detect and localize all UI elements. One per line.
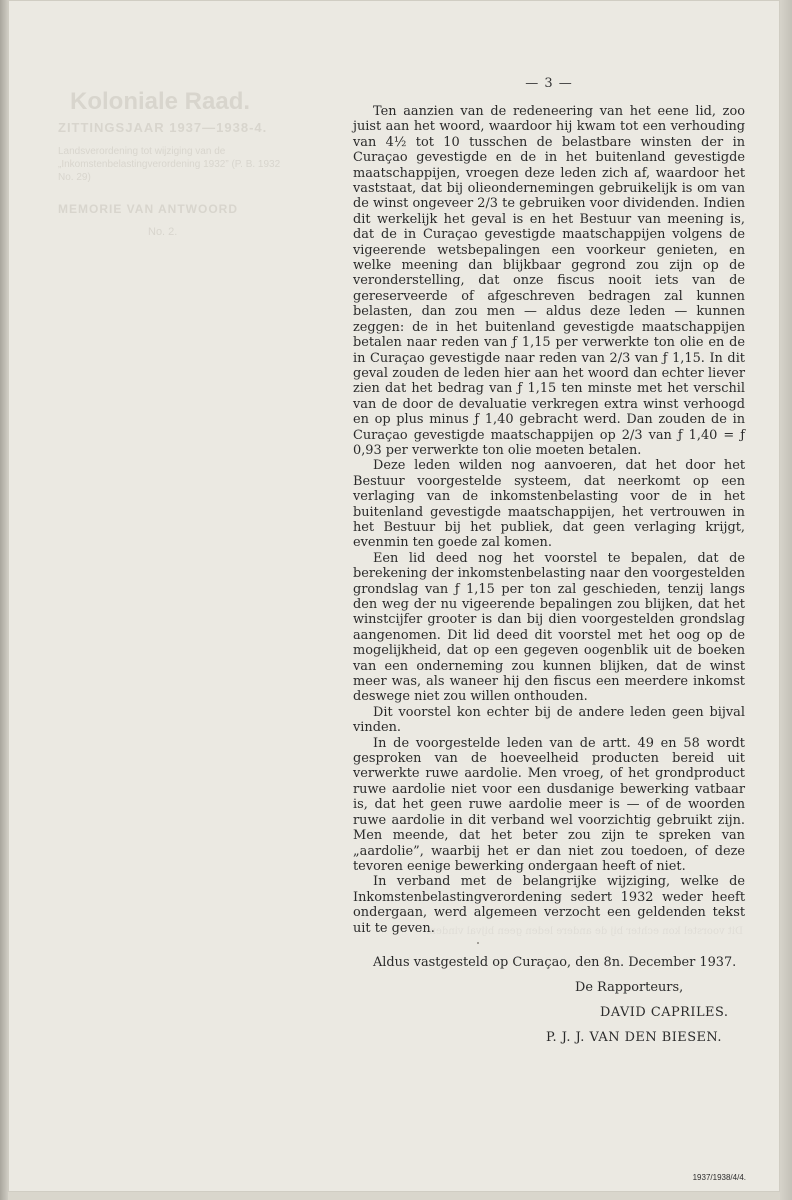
- paragraph-2: Deze leden wilden nog aanvoeren, dat het door het Bestuur voorgestelde systeem, dat neerkomt op een verlaging van de inkomstenbelasting voor de in het buitenland gevestigde maatschappijen, het vertrouwen in het Bestuur bij het publiek, dat geen verlaging krijgt, evenmin ten goede zal komen.: [353, 458, 745, 551]
- signatory-1: DAVID CAPRILES.: [600, 1004, 729, 1020]
- page-number: — 3 —: [525, 76, 573, 91]
- place-date: Aldus vastgesteld op Curaçao, den 8n. December 1937.: [373, 954, 737, 970]
- scan-right-edge: [780, 0, 792, 1200]
- bleed-session: ZITTINGSJAAR 1937—1938-4.: [58, 120, 268, 135]
- mirror-line: Dit voorstel kon echter bij de andere leden geen bijval vinden.: [426, 926, 743, 937]
- closing-block: [353, 950, 745, 1050]
- memorandum-body: [353, 104, 745, 1050]
- paragraph-6: In verband met de belangrijke wijziging, welke de Inkomstenbelastingverordening sedert 1932 weder heeft ondergaan, werd algemeen verzocht een geldenden tekst uit te geven.: [353, 874, 745, 936]
- scan-left-edge: [0, 0, 8, 1200]
- bleed-title: Koloniale Raad.: [70, 88, 251, 115]
- paper-speck: [477, 942, 479, 944]
- signatory-2: P. J. J. VAN DEN BIESEN.: [546, 1029, 722, 1045]
- document-page: [8, 0, 780, 1192]
- rapporteurs-label: De Rapporteurs,: [575, 979, 684, 995]
- bleed-subject: Landsverordening tot wijziging van de „Inkomstenbelastingverordening 1932” (P. B. 1932 No. 29): [58, 146, 281, 183]
- bleed-heading: MEMORIE VAN ANTWOORD: [58, 202, 238, 216]
- print-code: 1937/1938/4/4.: [692, 1173, 746, 1182]
- paragraph-4: Dit voorstel kon echter bij de andere leden geen bijval vinden.: [353, 704, 745, 736]
- paragraph-5: In de voorgestelde leden van de artt. 49 en 58 wordt gesproken van de hoeveelheid producten bereid uit verwerkte ruwe aardolie. Men vroeg, of het grondproduct ruwe aardolie niet voor een dusdanige bewerking vatbaar is, dat het geen ruwe aardolie meer is — of de woorden ruwe aardolie in dit verband wel voorzichtig gebruikt zijn. Men meende, dat het beter zou zijn te spreken van „aardolie”, waarbij het er dan niet zou toedoen, of deze tevoren eenige bewerking ondergaan heeft of niet.: [353, 735, 745, 874]
- mirrored-bleed-text: [358, 925, 743, 938]
- bleed-through-text: [58, 88, 298, 238]
- paragraph-1: Ten aanzien van de redeneering van het eene lid, zoo juist aan het woord, waardoor hij kwam tot een verhouding van 4½ tot 10 tusschen de belastbare winsten der in Curaçao gevestigde en de in het buitenland gevestigde maatschappijen, vroegen deze leden zich af, waardoor het vaststaat, dat bij olieondernemingen gebruikelijk is om van de winst ongeveer 2/3 te gebruiken voor dividenden. Indien dit werkelijk het geval is en het Bestuur van meening is, dat de in Curaçao gevestigde maatschappijen volgens de vigeerende wetsbepalingen een voorkeur genieten, en welke meening dan blijkbaar gegrond zou zijn op de veronderstelling, dat onze fiscus nooit iets van de gereserveerde of afgeschreven bedragen zal kunnen belasten, dan zou men — aldus deze leden — kunnen zeggen: de in het buitenland gevestigde maatschappijen betalen naar reden van ƒ 1,15 per verwerkte ton olie en de in Curaçao gevestigde naar reden van 2/3 van ƒ 1,15. In dit geval zouden de leden hier aan het woord dan echter liever zien dat het bedrag van ƒ 1,15 ten minste met het verschil van de door de devaluatie verkregen extra winst verhoogd en op plus minus ƒ 1,40 gebracht werd. Dan zouden de in Curaçao gevestigde maatschappijen op 2/3 van ƒ 1,40 = ƒ 0,93 per verwerkte ton olie moeten betalen.: [353, 104, 745, 458]
- paragraph-3: Een lid deed nog het voorstel te bepalen, dat de berekening der inkomstenbelasting naar den voorgestelden grondslag van ƒ 1,15 per ton zal geschieden, tenzij langs den weg der nu vigeerende bepalingen zou blijken, dat het winstcijfer grooter is dan bij dien voorgestelden grondslag aangenomen. Dit lid deed dit voorstel met het oog op de mogelijkheid, dat op een gegeven oogenblik uit de boeken van een onderneming zou kunnen blijken, dat de winst meer was, als waneer hij den fiscus een meerdere inkomst deswege niet zou willen onthouden.: [353, 550, 745, 705]
- bleed-number: No. 2.: [148, 226, 178, 238]
